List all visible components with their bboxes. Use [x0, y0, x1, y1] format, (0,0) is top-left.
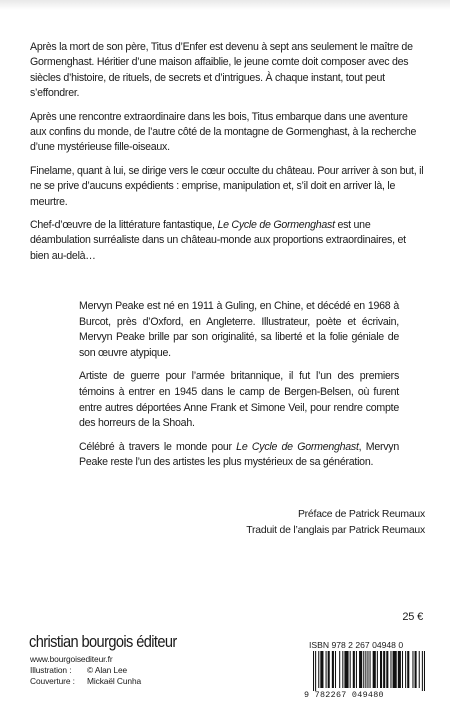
barcode-bar [318, 651, 319, 688]
synopsis-paragraph-2: Après une rencontre extraordinaire dans les bois, Titus embarque dans une aventure aux confins du monde, de l’autre côté de la montagne de Gormenghast, à la recherche d’une mystérieuse fille-oiseaux. [30, 110, 417, 154]
barcode-bar [393, 651, 397, 688]
barcode-bar [407, 651, 409, 688]
cover-credit [30, 676, 141, 687]
isbn-number: ISBN 978 2 267 04948 0 [309, 640, 404, 650]
barcode-bar [383, 651, 385, 688]
barcode-bar [377, 651, 378, 688]
synopsis-p4-end: est une déambulation surréaliste dans un château-monde aux proportions extraordinaires, et bien au-delà… [30, 219, 406, 262]
barcode-graphic [313, 651, 425, 691]
barcode-bar [422, 651, 423, 691]
bio-paragraph-3 [79, 440, 399, 471]
preface-credit: Préface de Patrick Reumaux [297, 509, 425, 520]
bio-paragraph-1: Mervyn Peake est né en 1911 à Guling, en Chine, et décédé en 1968 à Burcot, près d’Oxford, en Angleterre. Illustrateur, poète et écrivain, Mervyn Peake brille par son originalité, sa liberté et la folie géniale de son œuvre atypique. [79, 300, 399, 359]
top-edge-shadow [0, 0, 450, 10]
barcode-bar [359, 651, 362, 688]
barcode-bar [424, 651, 425, 691]
barcode-bar [386, 651, 388, 688]
synopsis-p4-start: Chef-d’œuvre de la littérature fantastique, [30, 219, 218, 232]
barcode-bar [363, 651, 364, 688]
synopsis-paragraph-3: Finelame, quant à lui, se dirige vers le cœur occulte du château. Pour arriver à son but, il ne se prive d’aucuns expédients : emprise, manipulation et, s’il doit en arriver là, le meurtre. [30, 164, 424, 208]
cover-label: Couverture : [30, 676, 75, 686]
publisher-website: www.bourgoisediteur.fr [30, 654, 113, 664]
barcode-digits: 9 782267 049480 [304, 690, 384, 700]
illustration-value: © Alan Lee [87, 665, 128, 675]
price-label: 25 € [402, 611, 423, 623]
barcode-bar [398, 651, 401, 688]
barcode-bar [405, 651, 406, 688]
bio-p3-end: , Mervyn Peake reste l’un des artistes les plus mystérieux de sa génération. [79, 440, 399, 469]
barcode-bar [390, 651, 391, 688]
barcode-bar [415, 651, 417, 688]
barcode-bar [370, 651, 371, 688]
barcode-bar [335, 651, 336, 688]
barcode-bar [332, 651, 334, 688]
publisher-info [30, 654, 141, 687]
barcode-bar [326, 651, 327, 688]
barcode-bar [315, 651, 316, 691]
bio-book-title-italic: Le Cycle de Gormenghast [236, 440, 359, 453]
synopsis-paragraph-1: Après la mort de son père, Titus d’Enfer est devenu à sept ans seulement le maître de Gormenghast. Héritier d’une maison affaiblie, le jeune comte doit composer avec des siècles d’histoire, de rituels, de secrets et d’intrigues. À chaque instant, tout peut s’effondrer. [30, 41, 413, 100]
bio-paragraph-2: Artiste de guerre pour l’armée britannique, il fut l’un des premiers témoins à entrer en 1945 dans le camp de Bergen-Belsen, où furent entre autres déportées Anne Frank et Simone Veil, pour rendre compte des horreurs de la Shoah. [79, 370, 399, 430]
barcode-bar [342, 651, 343, 688]
barcode-bar [313, 651, 314, 691]
barcode-bar [412, 651, 413, 688]
barcode-bar [419, 651, 420, 688]
barcode-bar [350, 651, 351, 688]
barcode-bar [328, 651, 330, 688]
cover-value: Mickaël Cunha [87, 676, 142, 686]
book-title-italic: Le Cycle de Gormenghast [217, 219, 335, 232]
bio-p3-start: Célébré à travers le monde pour [79, 440, 237, 453]
barcode-bar [344, 651, 348, 688]
illustration-credit [30, 665, 141, 676]
translator-credit: Traduit de l’anglais par Patrick Reumaux [246, 525, 425, 536]
translation-credits [246, 507, 425, 539]
barcode-bar [356, 651, 357, 688]
barcode-bar [353, 651, 355, 688]
barcode-bar [402, 651, 403, 688]
publisher-logo-text: christian bourgois éditeur [29, 632, 177, 651]
barcode-bar [373, 651, 376, 688]
synopsis-paragraph-4 [30, 218, 426, 264]
barcode-bar [320, 651, 323, 688]
barcode-bar [367, 651, 368, 688]
barcode-bar [365, 651, 366, 688]
barcode-bar [339, 651, 340, 688]
author-biography [79, 299, 399, 479]
synopsis [30, 40, 426, 272]
illustration-label: Illustration : [30, 665, 72, 675]
barcode-bar [380, 651, 382, 688]
